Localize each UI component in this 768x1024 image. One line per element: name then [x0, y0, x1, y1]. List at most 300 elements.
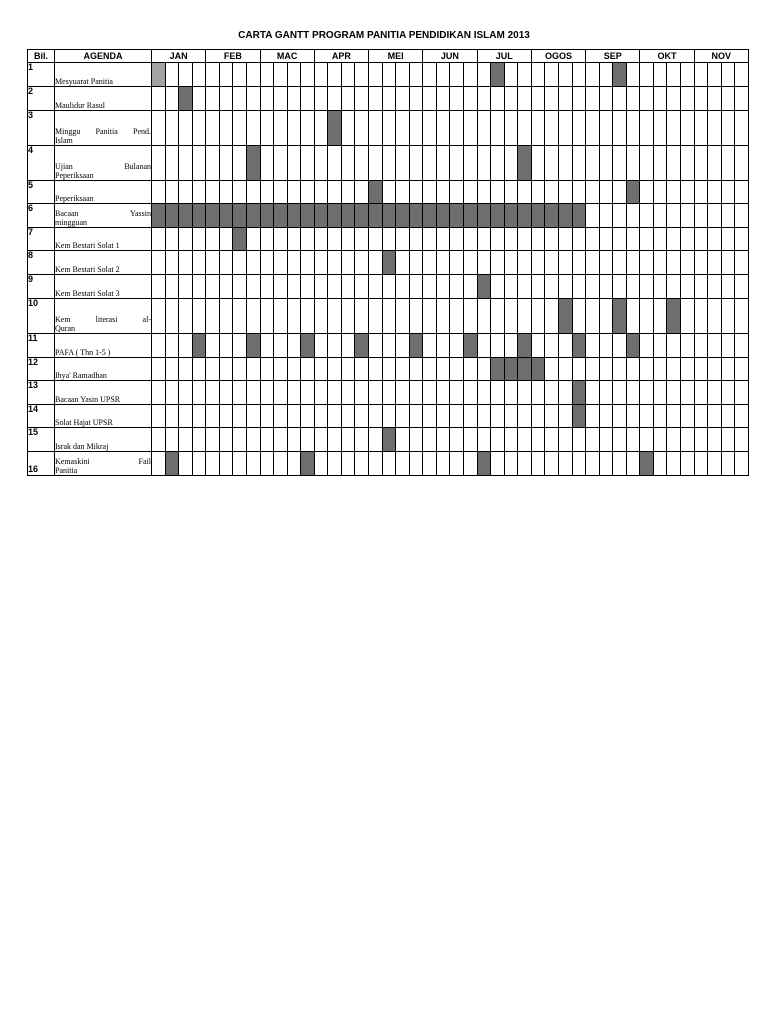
- gantt-empty-cell: [219, 428, 233, 452]
- gantt-empty-cell: [545, 358, 559, 381]
- gantt-empty-cell: [274, 63, 288, 87]
- gantt-empty-cell: [396, 381, 410, 405]
- gantt-empty-cell: [653, 111, 667, 146]
- gantt-empty-cell: [314, 275, 328, 299]
- gantt-empty-cell: [463, 381, 477, 405]
- gantt-empty-cell: [219, 251, 233, 275]
- gantt-empty-cell: [436, 381, 450, 405]
- gantt-empty-cell: [735, 358, 749, 381]
- gantt-empty-cell: [152, 111, 166, 146]
- gantt-empty-cell: [287, 275, 301, 299]
- gantt-empty-cell: [694, 181, 708, 204]
- gantt-empty-cell: [653, 228, 667, 251]
- gantt-empty-cell: [287, 452, 301, 476]
- gantt-empty-cell: [246, 87, 260, 111]
- gantt-bar-cell: [491, 204, 505, 228]
- gantt-empty-cell: [735, 428, 749, 452]
- gantt-empty-cell: [192, 228, 206, 251]
- gantt-empty-cell: [341, 111, 355, 146]
- gantt-empty-cell: [694, 358, 708, 381]
- agenda-cell: [55, 452, 152, 476]
- agenda-text: Minggu Panitia Pend.: [55, 127, 151, 136]
- gantt-empty-cell: [233, 146, 247, 181]
- gantt-empty-cell: [409, 428, 423, 452]
- gantt-empty-cell: [233, 111, 247, 146]
- gantt-empty-cell: [613, 405, 627, 428]
- gantt-empty-cell: [545, 111, 559, 146]
- gantt-empty-cell: [708, 358, 722, 381]
- gantt-empty-cell: [531, 275, 545, 299]
- row-number: 16: [28, 452, 55, 476]
- gantt-empty-cell: [179, 111, 193, 146]
- gantt-empty-cell: [233, 181, 247, 204]
- gantt-empty-cell: [694, 204, 708, 228]
- table-row: [28, 358, 749, 381]
- gantt-empty-cell: [477, 181, 491, 204]
- agenda-cell: [55, 228, 152, 251]
- gantt-empty-cell: [491, 452, 505, 476]
- gantt-empty-cell: [477, 87, 491, 111]
- gantt-empty-cell: [274, 358, 288, 381]
- agenda-text: Kem Bestari Solat 2: [55, 265, 120, 274]
- gantt-empty-cell: [382, 63, 396, 87]
- gantt-empty-cell: [152, 381, 166, 405]
- gantt-empty-cell: [613, 275, 627, 299]
- row-number: 9: [28, 275, 55, 299]
- gantt-empty-cell: [504, 181, 518, 204]
- gantt-empty-cell: [287, 334, 301, 358]
- gantt-empty-cell: [626, 204, 640, 228]
- gantt-empty-cell: [491, 228, 505, 251]
- month-header-jun: JUN: [423, 50, 477, 63]
- month-header-okt: OKT: [640, 50, 694, 63]
- gantt-bar-cell: [287, 204, 301, 228]
- gantt-empty-cell: [423, 87, 437, 111]
- gantt-empty-cell: [152, 181, 166, 204]
- gantt-empty-cell: [545, 381, 559, 405]
- gantt-empty-cell: [192, 428, 206, 452]
- gantt-empty-cell: [179, 428, 193, 452]
- gantt-empty-cell: [708, 146, 722, 181]
- gantt-empty-cell: [152, 358, 166, 381]
- gantt-empty-cell: [436, 111, 450, 146]
- gantt-empty-cell: [328, 428, 342, 452]
- gantt-empty-cell: [382, 381, 396, 405]
- gantt-empty-cell: [179, 381, 193, 405]
- gantt-empty-cell: [206, 358, 220, 381]
- gantt-empty-cell: [246, 251, 260, 275]
- gantt-empty-cell: [626, 228, 640, 251]
- gantt-empty-cell: [491, 299, 505, 334]
- gantt-empty-cell: [545, 334, 559, 358]
- agenda-text: Panitia: [55, 466, 78, 475]
- gantt-empty-cell: [653, 63, 667, 87]
- gantt-bar-cell: [572, 405, 586, 428]
- gantt-empty-cell: [545, 251, 559, 275]
- gantt-empty-cell: [206, 228, 220, 251]
- gantt-empty-cell: [531, 63, 545, 87]
- gantt-empty-cell: [409, 63, 423, 87]
- gantt-empty-cell: [626, 87, 640, 111]
- gantt-empty-cell: [192, 251, 206, 275]
- gantt-empty-cell: [314, 181, 328, 204]
- agenda-text: Bacaan Yassin: [55, 209, 151, 218]
- gantt-empty-cell: [613, 251, 627, 275]
- gantt-empty-cell: [531, 428, 545, 452]
- gantt-empty-cell: [274, 334, 288, 358]
- gantt-empty-cell: [152, 275, 166, 299]
- gantt-empty-cell: [599, 251, 613, 275]
- gantt-empty-cell: [735, 181, 749, 204]
- gantt-empty-cell: [640, 334, 654, 358]
- gantt-empty-cell: [409, 381, 423, 405]
- gantt-bar-cell: [409, 334, 423, 358]
- gantt-empty-cell: [640, 204, 654, 228]
- gantt-empty-cell: [450, 299, 464, 334]
- gantt-bar-cell: [409, 204, 423, 228]
- gantt-empty-cell: [274, 111, 288, 146]
- gantt-empty-cell: [518, 381, 532, 405]
- agenda-cell: [55, 358, 152, 381]
- gantt-bar-cell: [246, 334, 260, 358]
- gantt-empty-cell: [477, 63, 491, 87]
- agenda-cell: [55, 405, 152, 428]
- gantt-empty-cell: [667, 251, 681, 275]
- gantt-empty-cell: [463, 405, 477, 428]
- gantt-empty-cell: [219, 334, 233, 358]
- gantt-empty-cell: [260, 299, 274, 334]
- gantt-empty-cell: [518, 428, 532, 452]
- gantt-empty-cell: [369, 87, 383, 111]
- gantt-empty-cell: [152, 87, 166, 111]
- table-row: [28, 87, 749, 111]
- gantt-empty-cell: [206, 181, 220, 204]
- gantt-empty-cell: [613, 428, 627, 452]
- gantt-empty-cell: [694, 381, 708, 405]
- gantt-empty-cell: [518, 111, 532, 146]
- gantt-bar-cell: [219, 204, 233, 228]
- gantt-empty-cell: [328, 381, 342, 405]
- gantt-bar-cell: [274, 204, 288, 228]
- gantt-empty-cell: [708, 275, 722, 299]
- gantt-empty-cell: [653, 87, 667, 111]
- gantt-empty-cell: [626, 358, 640, 381]
- gantt-empty-cell: [409, 452, 423, 476]
- gantt-empty-cell: [504, 111, 518, 146]
- gantt-bar-cell: [491, 358, 505, 381]
- gantt-empty-cell: [382, 275, 396, 299]
- gantt-empty-cell: [409, 146, 423, 181]
- table-row: [28, 334, 749, 358]
- gantt-bar-cell: [301, 452, 315, 476]
- gantt-empty-cell: [341, 334, 355, 358]
- gantt-empty-cell: [572, 146, 586, 181]
- gantt-empty-cell: [246, 299, 260, 334]
- gantt-bar-cell: [233, 228, 247, 251]
- gantt-empty-cell: [396, 405, 410, 428]
- month-header-apr: APR: [314, 50, 368, 63]
- gantt-empty-cell: [613, 204, 627, 228]
- gantt-empty-cell: [640, 358, 654, 381]
- gantt-empty-cell: [463, 111, 477, 146]
- gantt-empty-cell: [613, 87, 627, 111]
- gantt-empty-cell: [233, 428, 247, 452]
- row-number: 12: [28, 358, 55, 381]
- gantt-empty-cell: [328, 181, 342, 204]
- gantt-empty-cell: [626, 63, 640, 87]
- row-number: 14: [28, 405, 55, 428]
- gantt-bar-cell: [518, 358, 532, 381]
- gantt-empty-cell: [355, 452, 369, 476]
- gantt-empty-cell: [626, 381, 640, 405]
- gantt-empty-cell: [396, 181, 410, 204]
- gantt-empty-cell: [531, 405, 545, 428]
- gantt-bar-cell: [518, 204, 532, 228]
- gantt-empty-cell: [667, 146, 681, 181]
- row-number: 4: [28, 146, 55, 181]
- gantt-empty-cell: [531, 181, 545, 204]
- gantt-empty-cell: [450, 181, 464, 204]
- gantt-empty-cell: [558, 428, 572, 452]
- gantt-empty-cell: [681, 228, 695, 251]
- gantt-empty-cell: [341, 275, 355, 299]
- gantt-empty-cell: [423, 63, 437, 87]
- gantt-empty-cell: [369, 452, 383, 476]
- gantt-empty-cell: [545, 275, 559, 299]
- gantt-empty-cell: [165, 181, 179, 204]
- gantt-empty-cell: [436, 334, 450, 358]
- gantt-empty-cell: [463, 146, 477, 181]
- gantt-empty-cell: [558, 251, 572, 275]
- gantt-empty-cell: [735, 381, 749, 405]
- gantt-empty-cell: [328, 251, 342, 275]
- gantt-empty-cell: [491, 146, 505, 181]
- gantt-empty-cell: [721, 181, 735, 204]
- gantt-empty-cell: [721, 146, 735, 181]
- table-row: [28, 275, 749, 299]
- gantt-empty-cell: [558, 181, 572, 204]
- gantt-empty-cell: [369, 299, 383, 334]
- gantt-empty-cell: [667, 405, 681, 428]
- gantt-empty-cell: [409, 358, 423, 381]
- gantt-empty-cell: [396, 251, 410, 275]
- gantt-empty-cell: [491, 87, 505, 111]
- gantt-empty-cell: [599, 204, 613, 228]
- gantt-empty-cell: [260, 275, 274, 299]
- gantt-bar-cell: [436, 204, 450, 228]
- gantt-empty-cell: [314, 299, 328, 334]
- gantt-empty-cell: [341, 381, 355, 405]
- gantt-empty-cell: [694, 111, 708, 146]
- gantt-empty-cell: [165, 334, 179, 358]
- month-header-ogos: OGOS: [531, 50, 585, 63]
- gantt-empty-cell: [667, 381, 681, 405]
- gantt-empty-cell: [735, 87, 749, 111]
- table-row: [28, 111, 749, 146]
- gantt-empty-cell: [206, 87, 220, 111]
- gantt-bar-cell: [165, 204, 179, 228]
- gantt-empty-cell: [681, 204, 695, 228]
- gantt-empty-cell: [423, 275, 437, 299]
- gantt-empty-cell: [626, 111, 640, 146]
- gantt-empty-cell: [463, 452, 477, 476]
- agenda-text: Mesyuarat Panitia: [55, 77, 113, 86]
- gantt-empty-cell: [246, 428, 260, 452]
- agenda-cell: [55, 299, 152, 334]
- gantt-empty-cell: [341, 228, 355, 251]
- gantt-empty-cell: [613, 358, 627, 381]
- gantt-empty-cell: [260, 334, 274, 358]
- gantt-empty-cell: [369, 146, 383, 181]
- gantt-empty-cell: [328, 275, 342, 299]
- gantt-empty-cell: [681, 251, 695, 275]
- gantt-empty-cell: [531, 111, 545, 146]
- gantt-empty-cell: [708, 405, 722, 428]
- gantt-empty-cell: [504, 228, 518, 251]
- gantt-empty-cell: [369, 334, 383, 358]
- gantt-empty-cell: [572, 181, 586, 204]
- gantt-empty-cell: [491, 111, 505, 146]
- gantt-empty-cell: [599, 381, 613, 405]
- gantt-empty-cell: [341, 428, 355, 452]
- gantt-empty-cell: [314, 334, 328, 358]
- gantt-empty-cell: [260, 111, 274, 146]
- gantt-empty-cell: [721, 299, 735, 334]
- gantt-empty-cell: [450, 405, 464, 428]
- gantt-empty-cell: [694, 275, 708, 299]
- gantt-bar-cell: [179, 204, 193, 228]
- gantt-empty-cell: [545, 299, 559, 334]
- month-header-mei: MEI: [369, 50, 423, 63]
- gantt-empty-cell: [396, 146, 410, 181]
- gantt-empty-cell: [586, 381, 600, 405]
- gantt-empty-cell: [708, 428, 722, 452]
- gantt-empty-cell: [355, 381, 369, 405]
- gantt-empty-cell: [558, 334, 572, 358]
- gantt-empty-cell: [491, 381, 505, 405]
- gantt-empty-cell: [341, 87, 355, 111]
- row-number: 6: [28, 204, 55, 228]
- gantt-bar-cell: [328, 204, 342, 228]
- gantt-empty-cell: [287, 87, 301, 111]
- month-header-sep: SEP: [586, 50, 640, 63]
- gantt-empty-cell: [599, 405, 613, 428]
- gantt-empty-cell: [586, 63, 600, 87]
- gantt-empty-cell: [206, 334, 220, 358]
- gantt-empty-cell: [179, 228, 193, 251]
- gantt-empty-cell: [206, 111, 220, 146]
- gantt-empty-cell: [436, 146, 450, 181]
- gantt-empty-cell: [477, 146, 491, 181]
- gantt-empty-cell: [708, 299, 722, 334]
- gantt-empty-cell: [708, 228, 722, 251]
- gantt-empty-cell: [355, 181, 369, 204]
- gantt-empty-cell: [667, 111, 681, 146]
- table-row: [28, 181, 749, 204]
- gantt-empty-cell: [613, 452, 627, 476]
- gantt-empty-cell: [504, 63, 518, 87]
- gantt-empty-cell: [545, 405, 559, 428]
- gantt-empty-cell: [721, 381, 735, 405]
- gantt-empty-cell: [287, 381, 301, 405]
- gantt-empty-cell: [287, 405, 301, 428]
- gantt-bar-cell: [396, 204, 410, 228]
- gantt-empty-cell: [301, 111, 315, 146]
- gantt-empty-cell: [694, 405, 708, 428]
- row-number: 2: [28, 87, 55, 111]
- gantt-empty-cell: [396, 63, 410, 87]
- gantt-empty-cell: [667, 228, 681, 251]
- gantt-empty-cell: [246, 181, 260, 204]
- gantt-empty-cell: [328, 299, 342, 334]
- gantt-empty-cell: [694, 146, 708, 181]
- gantt-bar-cell: [667, 299, 681, 334]
- gantt-empty-cell: [341, 405, 355, 428]
- gantt-empty-cell: [260, 428, 274, 452]
- gantt-empty-cell: [558, 452, 572, 476]
- gantt-empty-cell: [341, 251, 355, 275]
- gantt-empty-cell: [219, 381, 233, 405]
- gantt-bar-cell: [260, 204, 274, 228]
- gantt-empty-cell: [219, 358, 233, 381]
- gantt-empty-cell: [477, 428, 491, 452]
- gantt-empty-cell: [423, 334, 437, 358]
- gantt-empty-cell: [640, 228, 654, 251]
- gantt-empty-cell: [192, 452, 206, 476]
- gantt-empty-cell: [152, 405, 166, 428]
- gantt-empty-cell: [613, 111, 627, 146]
- gantt-empty-cell: [233, 334, 247, 358]
- gantt-bar-cell: [477, 452, 491, 476]
- gantt-empty-cell: [179, 146, 193, 181]
- gantt-empty-cell: [599, 63, 613, 87]
- gantt-empty-cell: [436, 275, 450, 299]
- gantt-empty-cell: [274, 381, 288, 405]
- gantt-empty-cell: [586, 181, 600, 204]
- gantt-empty-cell: [572, 87, 586, 111]
- gantt-empty-cell: [463, 181, 477, 204]
- gantt-empty-cell: [599, 428, 613, 452]
- agenda-cell: [55, 428, 152, 452]
- gantt-empty-cell: [491, 181, 505, 204]
- gantt-empty-cell: [708, 204, 722, 228]
- gantt-empty-cell: [233, 452, 247, 476]
- gantt-empty-cell: [206, 452, 220, 476]
- gantt-empty-cell: [219, 299, 233, 334]
- gantt-empty-cell: [463, 358, 477, 381]
- gantt-empty-cell: [301, 63, 315, 87]
- table-row: [28, 452, 749, 476]
- gantt-empty-cell: [152, 146, 166, 181]
- gantt-empty-cell: [667, 181, 681, 204]
- agenda-text: Kemaskini Fail: [55, 457, 151, 466]
- gantt-bar-cell: [613, 63, 627, 87]
- gantt-empty-cell: [355, 63, 369, 87]
- gantt-empty-cell: [369, 251, 383, 275]
- gantt-empty-cell: [721, 87, 735, 111]
- gantt-bar-cell: [301, 204, 315, 228]
- gantt-bar-cell: [626, 334, 640, 358]
- gantt-empty-cell: [206, 299, 220, 334]
- gantt-empty-cell: [558, 228, 572, 251]
- gantt-bar-cell: [518, 334, 532, 358]
- gantt-empty-cell: [626, 452, 640, 476]
- gantt-empty-cell: [504, 334, 518, 358]
- gantt-empty-cell: [708, 334, 722, 358]
- row-number: 10: [28, 299, 55, 334]
- gantt-empty-cell: [450, 334, 464, 358]
- gantt-empty-cell: [409, 405, 423, 428]
